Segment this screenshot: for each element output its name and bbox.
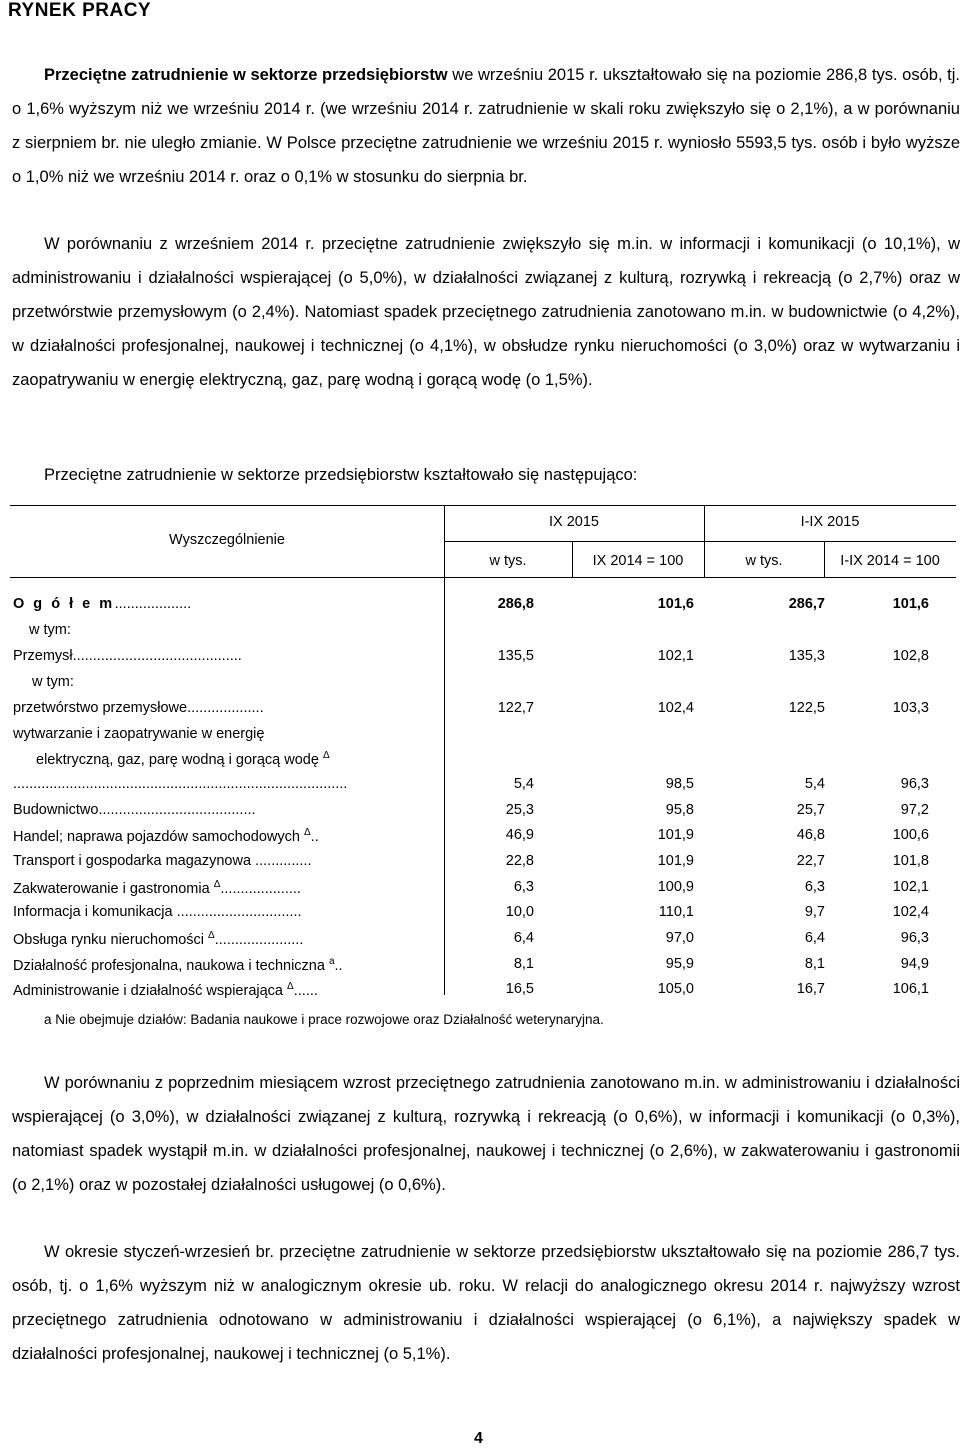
- row-dots: ...............................: [176, 904, 302, 920]
- table-row: [10, 776, 956, 802]
- footnote-mark: Δ: [287, 981, 294, 992]
- table-row: [10, 700, 956, 726]
- cell-iix-index: 100,6: [892, 827, 929, 843]
- row-label: Informacja i komunikacja: [13, 904, 173, 920]
- cell-iix-index: 96,3: [900, 776, 929, 792]
- row-label: w tym:: [29, 622, 71, 638]
- cell-iix-tys: 135,3: [788, 648, 825, 664]
- cell-ix-index: 101,6: [657, 596, 694, 612]
- table-row: [10, 879, 956, 905]
- paragraph-mom-text: W porównaniu z poprzednim miesiącem wzrost przeciętnego zatrudnienia zanotowano m.in. w administrowaniu i działalności wspierającej (o 3,0%), w działalności związanej z kulturą, rozrywką i rekreacją (o 0,6%), w informacji i komunikacji (o 0,3%), natomiast spadek wystąpił m.in. w działalności profesjonalnej, naukowej i technicznej (o 2,6%), w zakwaterowaniu i gastronomii (o 2,1%) oraz w pozostałej działalności usługowej (o 0,6%).: [12, 1074, 960, 1194]
- cell-ix-tys: 25,3: [505, 802, 534, 818]
- row-label: Handel; naprawa pojazdów samochodowych: [13, 828, 300, 845]
- cell-ix-index: 97,0: [665, 930, 694, 946]
- table-footnote: a Nie obejmuje działów: Badania naukowe i prace rozwojowe oraz Działalność weterynaryjna.: [44, 1012, 604, 1027]
- row-dots: ......................: [214, 931, 304, 948]
- cell-ix-tys: 286,8: [497, 596, 534, 612]
- cell-ix-index: 105,0: [657, 981, 694, 997]
- footnote-mark: Δ: [303, 827, 311, 838]
- cell-iix-index: 96,3: [900, 930, 929, 946]
- cell-iix-index: 106,1: [892, 981, 929, 997]
- row-label: Obsługa rynku nieruchomości: [13, 931, 205, 948]
- header-sub-4: I-IX 2014 = 100: [840, 553, 940, 569]
- cell-iix-tys: 6,3: [804, 879, 825, 895]
- cell-iix-tys: 8,1: [804, 956, 825, 972]
- row-label: Administrowanie i działalność wspierająca: [13, 982, 283, 999]
- cell-iix-tys: 25,7: [796, 802, 825, 818]
- table-row: [10, 648, 956, 674]
- row-label: w tym:: [32, 674, 74, 690]
- table-row: [10, 827, 956, 853]
- row-dots: ..: [310, 828, 319, 845]
- cell-ix-tys: 6,3: [513, 879, 534, 895]
- section-title: RYNEK PRACY: [8, 0, 152, 21]
- row-label: Działalność profesjonalna, naukowa i techniczna: [13, 957, 325, 974]
- row-dots: ......: [293, 982, 318, 999]
- cell-ix-index: 100,9: [657, 879, 694, 895]
- cell-iix-tys: 9,7: [804, 904, 825, 920]
- row-label: Przemysł: [13, 648, 73, 664]
- cell-ix-tys: 10,0: [505, 904, 534, 920]
- cell-iix-tys: 286,7: [788, 596, 825, 612]
- paragraph-intro-lead: Przeciętne zatrudnienie w sektorze przedsiębiorstw: [44, 66, 448, 84]
- header-mid-rule: [444, 541, 956, 542]
- table-row: [10, 802, 956, 828]
- cell-iix-index: 101,8: [892, 853, 929, 869]
- cell-iix-index: 102,8: [892, 648, 929, 664]
- cell-ix-index: 110,1: [658, 904, 694, 920]
- cell-ix-tys: 122,7: [497, 700, 534, 716]
- table-caption: Przeciętne zatrudnienie w sektorze przedsiębiorstw kształtowało się następująco:: [44, 466, 638, 484]
- paragraph-mom-changes: [12, 1066, 960, 1202]
- paragraph-ytd-text: W okresie styczeń-wrzesień br. przeciętne zatrudnienie w sektorze przedsiębiorstw ukształtowało się na poziomie 286,7 tys. osób, tj. o 1,6% wyższym niż w analogicznym okresie ub. roku. W relacji do analogicznego okresu 2014 r. najwyższy wzrost przeciętnego zatrudnienia odnotowano w administrowaniu i działalności wspierającej (o 6,1%), a największy spadek w działalności profesjonalnej, naukowej i technicznej (o 5,1%).: [12, 1243, 960, 1363]
- table-row: [10, 596, 956, 622]
- page-number: 4: [474, 1430, 483, 1447]
- cell-iix-tys: 122,5: [788, 700, 825, 716]
- row-label: Budownictwo: [13, 802, 99, 818]
- cell-iix-tys: 5,4: [804, 776, 825, 792]
- cell-iix-index: 97,2: [900, 802, 929, 818]
- paragraph-yoy-changes: [12, 227, 960, 397]
- row-dots: ...................: [114, 596, 192, 612]
- paragraph-yoy-text: W porównaniu z wrześniem 2014 r. przeciętne zatrudnienie zwiększyło się m.in. w informacji i komunikacji (o 10,1%), w administrowaniu i działalności wspierającej (o 5,0%), w działalności związanej z kulturą, rozrywką i rekreacją (o 2,7%) oraz w przetwórstwie przemysłowym (o 2,4%). Natomiast spadek przeciętnego zatrudnienia zanotowano m.in. w budownictwie (o 4,2%), w działalności profesjonalnej, naukowej i technicznej (o 4,1%), w obsłudze rynku nieruchomości (o 3,0%) oraz w wytwarzaniu i zaopatrywaniu w energię elektryczną, gaz, parę wodną i gorącą wodę (o 1,5%).: [12, 235, 960, 389]
- footnote-mark: a: [328, 956, 335, 967]
- row-label: O g ó ł e m: [13, 596, 115, 612]
- cell-ix-index: 102,4: [657, 700, 694, 716]
- cell-ix-tys: 6,4: [513, 930, 534, 946]
- cell-ix-tys: 135,5: [497, 648, 534, 664]
- cell-iix-tys: 46,8: [796, 827, 825, 843]
- table-top-rule: [10, 505, 956, 506]
- cell-ix-tys: 5,4: [513, 776, 534, 792]
- cell-ix-index: 95,9: [665, 956, 694, 972]
- table-row: [10, 904, 956, 930]
- paragraph-ytd: [12, 1235, 960, 1371]
- cell-ix-tys: 16,5: [505, 981, 534, 997]
- table-row: [10, 853, 956, 879]
- row-label: Zakwaterowanie i gastronomia: [13, 880, 210, 897]
- cell-ix-tys: 46,9: [505, 827, 534, 843]
- header-sub-3: w tys.: [745, 553, 783, 569]
- cell-iix-index: 103,3: [892, 700, 929, 716]
- table-row: [10, 981, 956, 1007]
- header-sub-2: IX 2014 = 100: [592, 553, 684, 569]
- table-row: [10, 956, 956, 982]
- header-group-i-ix: I-IX 2015: [800, 514, 860, 530]
- paragraph-intro-text: we wrześniu 2015 r. ukształtowało się na poziomie 286,8 tys. osób, tj. o 1,6% wyższym niż we wrześniu 2014 r. (we wrześniu 2014 r. zatrudnienie w skali roku zwiększyło się o 2,1%), a w porównaniu z sierpniem br. nie uległo zmianie. W Polsce przeciętne zatrudnienie we wrześniu 2015 r. wyniosło 5593,5 tys. osób i było wyższe o 1,0% niż we wrześniu 2014 r. oraz o 0,1% w stosunku do sierpnia br.: [12, 66, 960, 186]
- cell-iix-index: 102,1: [892, 879, 929, 895]
- row-dots: ..: [334, 957, 343, 974]
- footnote-mark: Δ: [322, 750, 330, 761]
- row-label: przetwórstwo przemysłowe: [13, 700, 188, 716]
- row-label: elektryczną, gaz, parę wodną i gorącą wodę: [36, 751, 319, 768]
- cell-iix-index: 94,9: [900, 956, 929, 972]
- row-label: wytwarzanie i zaopatrywanie w energię: [13, 726, 265, 742]
- cell-ix-index: 95,8: [665, 802, 694, 818]
- row-dots: ..........................................: [72, 648, 242, 664]
- cell-ix-tys: 8,1: [513, 956, 534, 972]
- cell-ix-tys: 22,8: [505, 853, 534, 869]
- cell-ix-index: 102,1: [657, 648, 694, 664]
- cell-ix-index: 101,9: [657, 853, 694, 869]
- row-dots: ..............: [255, 853, 312, 869]
- footnote-mark: Δ: [208, 930, 215, 941]
- row-dots: ....................: [220, 880, 301, 897]
- header-sub-1: w tys.: [489, 553, 527, 569]
- header-bottom-rule: [10, 577, 956, 578]
- row-dots: ...................................................................................: [13, 776, 348, 792]
- cell-iix-tys: 22,7: [796, 853, 825, 869]
- header-group-ix: IX 2015: [549, 514, 599, 530]
- cell-iix-index: 101,6: [892, 596, 929, 612]
- cell-ix-index: 101,9: [657, 827, 694, 843]
- footnote-mark: Δ: [213, 879, 221, 890]
- row-label: Transport i gospodarka magazynowa: [13, 853, 252, 869]
- row-dots: ...................: [187, 700, 264, 716]
- header-col-label: Wyszczególnienie: [169, 532, 285, 548]
- table-row: [10, 930, 956, 956]
- cell-ix-index: 98,5: [665, 776, 694, 792]
- paragraph-intro: [12, 58, 960, 194]
- cell-iix-index: 102,4: [892, 904, 929, 920]
- cell-iix-tys: 6,4: [804, 930, 825, 946]
- row-dots: .......................................: [98, 802, 256, 818]
- cell-iix-tys: 16,7: [796, 981, 825, 997]
